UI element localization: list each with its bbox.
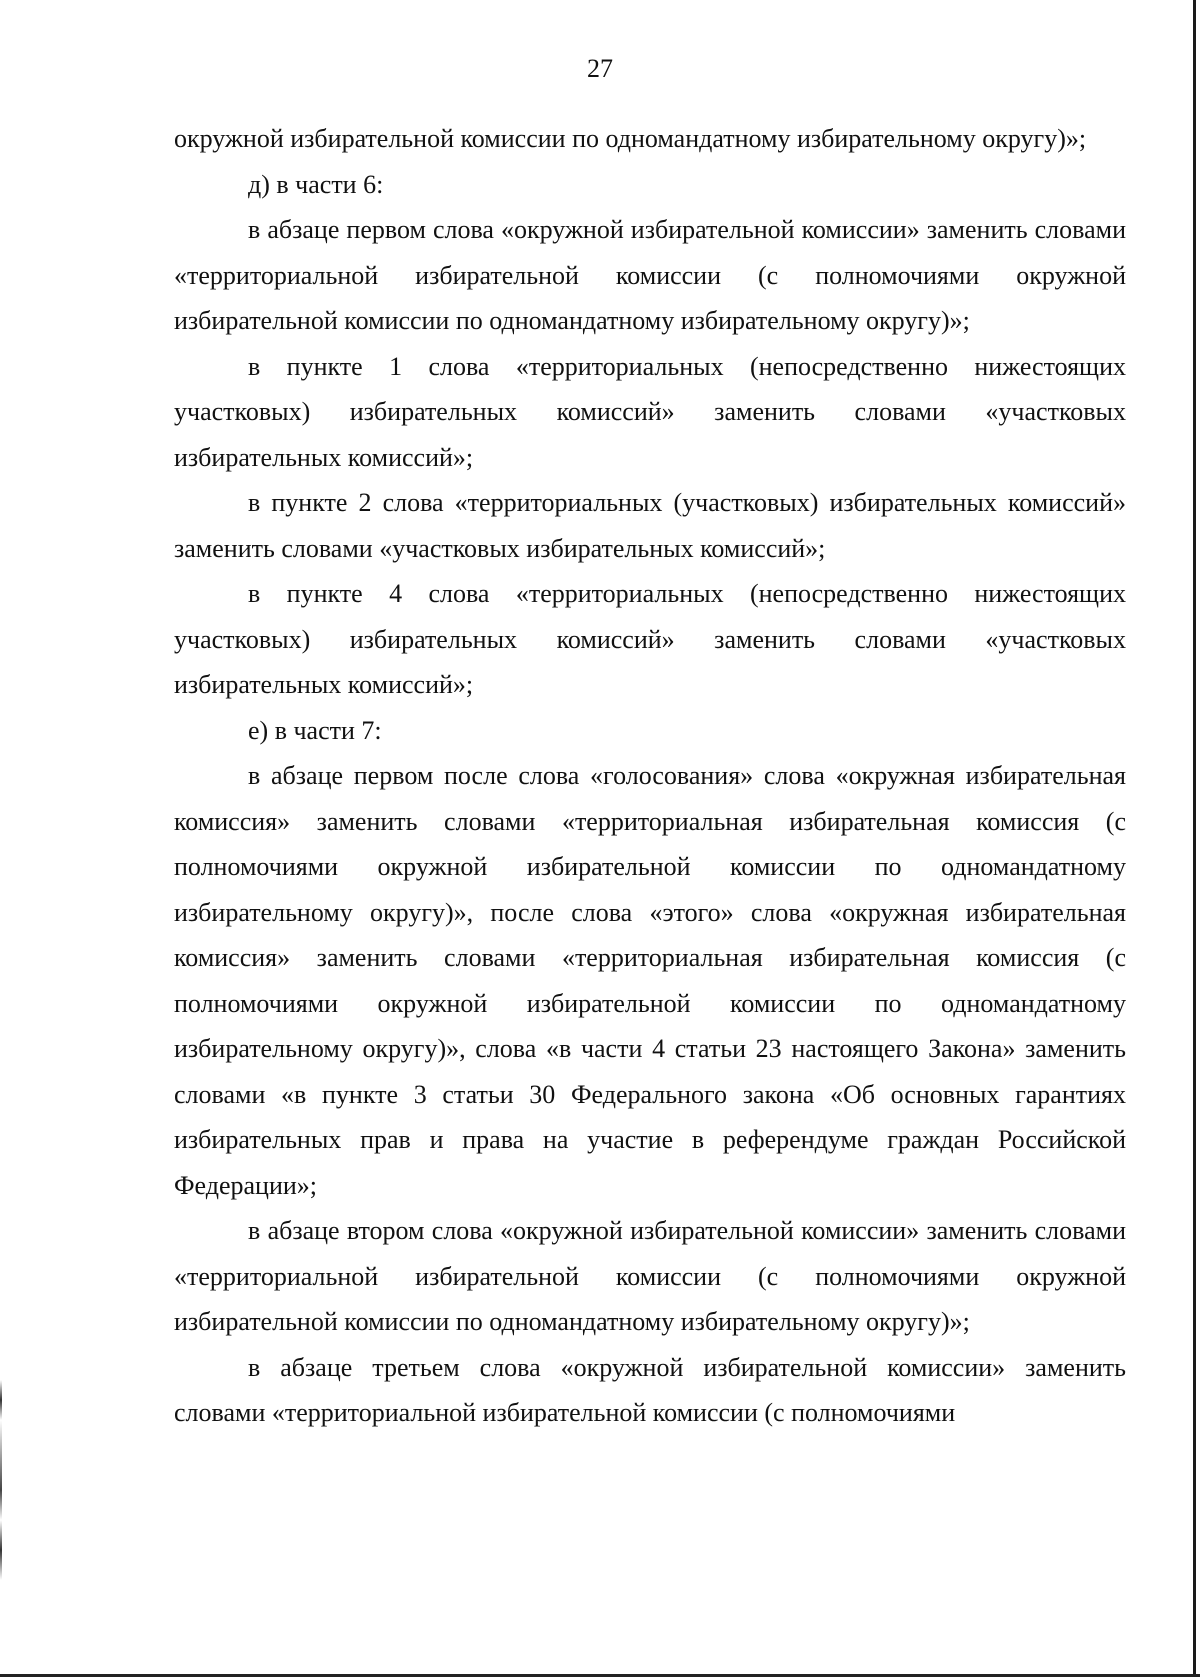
paragraph-part-6-heading: д) в части 6:: [248, 169, 384, 199]
paragraph-point-1: в пункте 1 слова «территориальных (непосредственно нижестоящих участковых) избирательных комиссий» заменить словами «участковых избирательных комиссий»;: [174, 351, 1126, 472]
paragraph-part-7-second-abzats: в абзаце втором слова «окружной избирательной комиссии» заменить словами «территориальной избирательной комиссии (с полномочиями окружной избирательной комиссии по одномандатному избирательному округу)»;: [174, 1216, 1126, 1336]
document-body: [174, 116, 1126, 1436]
paragraph-part-7-first-abzats: в абзаце первом после слова «голосования» слова «окружная избирательная комиссия» заменить словами «территориальная избирательная комиссия (с полномочиями окружной избирательной комиссии по одномандатному избирательному округу)», после слова «этого» слова «окружная избирательная комиссия» заменить словами «территориальная избирательная комиссия (с полномочиями окружной избирательной комиссии по одномандатному избирательному округу)», слова «в части 4 статьи 23 настоящего Закона» заменить словами «в пункте 3 статьи 30 Федерального закона «Об основных гарантиях избирательных прав и права на участие в референдуме граждан Российской Федерации»;: [174, 761, 1126, 1200]
paragraph-point-4: в пункте 4 слова «территориальных (непосредственно нижестоящих участковых) избирательных комиссий» заменить словами «участковых избирательных комиссий»;: [174, 579, 1126, 699]
scan-edge-right: [1193, 0, 1196, 1677]
paragraph-part-7-third-abzats: в абзаце третьем слова «окружной избирательной комиссии» заменить словами «территориальной избирательной комиссии (с полномочиями: [174, 1352, 1126, 1427]
paragraph-continuation: окружной избирательной комиссии по одномандатному избирательному округу)»;: [174, 124, 1087, 153]
paragraph-part-6-first-abzats: в абзаце первом слова «окружной избирательной комиссии» заменить словами «территориальной избирательной комиссии (с полномочиями окружной избирательной комиссии по одномандатному избирательному округу)»;: [174, 215, 1126, 335]
paragraph-point-2: в пункте 2 слова «территориальных (участковых) избирательных комиссий» заменить словами «участковых избирательных комиссий»;: [174, 488, 1126, 563]
paragraph-part-7-heading: е) в части 7:: [248, 715, 382, 745]
page-number: 27: [587, 54, 613, 83]
scan-edge-left: [0, 1380, 2, 1580]
